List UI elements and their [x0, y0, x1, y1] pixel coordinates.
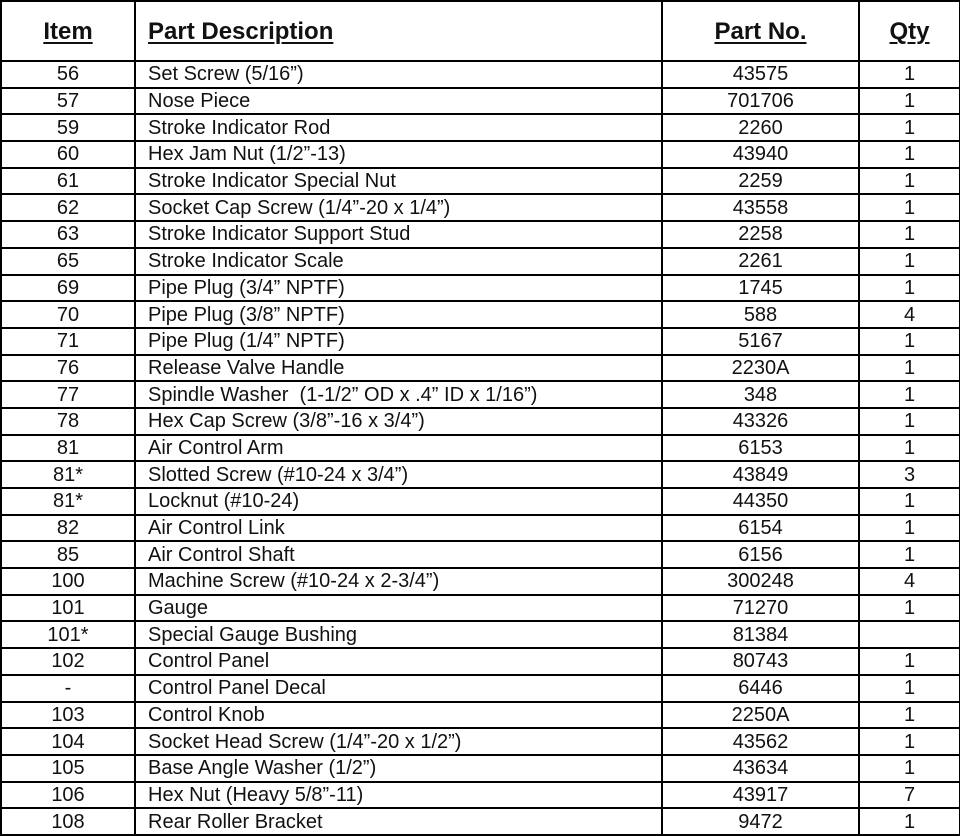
cell-part-no: 701706 [662, 88, 859, 115]
header-item-label: Item [43, 18, 93, 45]
cell-item: 60 [1, 141, 135, 168]
cell-part-no: 43917 [662, 782, 859, 809]
cell-description: Stroke Indicator Scale [135, 248, 662, 275]
cell-description: Pipe Plug (3/8” NPTF) [135, 301, 662, 328]
cell-item: 71 [1, 328, 135, 355]
cell-part-no: 2259 [662, 168, 859, 195]
cell-qty: 1 [859, 194, 960, 221]
cell-item: 101 [1, 595, 135, 622]
table-row [1, 114, 960, 141]
cell-part-no: 1745 [662, 275, 859, 302]
cell-part-no: 43562 [662, 728, 859, 755]
cell-qty [859, 621, 960, 648]
cell-qty: 1 [859, 808, 960, 835]
header-description [135, 1, 662, 61]
cell-description: Air Control Shaft [135, 541, 662, 568]
cell-part-no: 5167 [662, 328, 859, 355]
cell-qty: 4 [859, 568, 960, 595]
table-row [1, 648, 960, 675]
table-row [1, 621, 960, 648]
cell-qty: 4 [859, 301, 960, 328]
table-row [1, 515, 960, 542]
cell-item: 81* [1, 461, 135, 488]
table-row [1, 141, 960, 168]
cell-qty: 1 [859, 381, 960, 408]
table-row [1, 408, 960, 435]
cell-description: Stroke Indicator Support Stud [135, 221, 662, 248]
cell-description: Stroke Indicator Rod [135, 114, 662, 141]
cell-qty: 1 [859, 595, 960, 622]
table-body [1, 61, 960, 835]
cell-item: 102 [1, 648, 135, 675]
cell-part-no: 588 [662, 301, 859, 328]
table-row [1, 275, 960, 302]
cell-item: 108 [1, 808, 135, 835]
cell-description: Machine Screw (#10-24 x 2-3/4”) [135, 568, 662, 595]
cell-qty: 1 [859, 408, 960, 435]
cell-part-no: 43575 [662, 61, 859, 88]
cell-part-no: 2250A [662, 702, 859, 729]
cell-item: 82 [1, 515, 135, 542]
cell-description: Air Control Arm [135, 435, 662, 462]
cell-description: Hex Nut (Heavy 5/8”-11) [135, 782, 662, 809]
table-row [1, 301, 960, 328]
cell-description: Stroke Indicator Special Nut [135, 168, 662, 195]
cell-part-no: 2258 [662, 221, 859, 248]
cell-description: Spindle Washer (1-1/2” OD x .4” ID x 1/16”) [135, 381, 662, 408]
cell-description: Base Angle Washer (1/2”) [135, 755, 662, 782]
cell-description: Control Panel [135, 648, 662, 675]
cell-description: Pipe Plug (1/4” NPTF) [135, 328, 662, 355]
table-row [1, 461, 960, 488]
cell-part-no: 9472 [662, 808, 859, 835]
cell-description: Hex Cap Screw (3/8”-16 x 3/4”) [135, 408, 662, 435]
cell-item: 85 [1, 541, 135, 568]
cell-item: 106 [1, 782, 135, 809]
header-description-label: Part Description [148, 18, 334, 45]
cell-part-no: 71270 [662, 595, 859, 622]
cell-qty: 1 [859, 275, 960, 302]
cell-qty: 1 [859, 755, 960, 782]
cell-part-no: 43558 [662, 194, 859, 221]
table-row [1, 61, 960, 88]
table-row [1, 755, 960, 782]
cell-description: Air Control Link [135, 515, 662, 542]
cell-item: 76 [1, 355, 135, 382]
cell-qty: 1 [859, 355, 960, 382]
cell-item: 57 [1, 88, 135, 115]
cell-qty: 3 [859, 461, 960, 488]
cell-item: 100 [1, 568, 135, 595]
cell-part-no: 43940 [662, 141, 859, 168]
cell-part-no: 6446 [662, 675, 859, 702]
cell-description: Locknut (#10-24) [135, 488, 662, 515]
cell-description: Slotted Screw (#10-24 x 3/4”) [135, 461, 662, 488]
table-row [1, 488, 960, 515]
cell-part-no: 43849 [662, 461, 859, 488]
header-part-no [662, 1, 859, 61]
cell-part-no: 43634 [662, 755, 859, 782]
cell-item: 78 [1, 408, 135, 435]
cell-item: 65 [1, 248, 135, 275]
header-part-no-label: Part No. [714, 18, 807, 45]
cell-qty: 1 [859, 248, 960, 275]
table-row [1, 168, 960, 195]
cell-description: Control Knob [135, 702, 662, 729]
cell-part-no: 80743 [662, 648, 859, 675]
cell-item: 61 [1, 168, 135, 195]
cell-description: Nose Piece [135, 88, 662, 115]
cell-description: Pipe Plug (3/4” NPTF) [135, 275, 662, 302]
cell-part-no: 44350 [662, 488, 859, 515]
cell-qty: 1 [859, 675, 960, 702]
table-row [1, 194, 960, 221]
cell-description: Control Panel Decal [135, 675, 662, 702]
cell-part-no: 6154 [662, 515, 859, 542]
table-row [1, 808, 960, 835]
cell-qty: 1 [859, 88, 960, 115]
cell-part-no: 2260 [662, 114, 859, 141]
table-row [1, 702, 960, 729]
table-row [1, 435, 960, 462]
table-row [1, 595, 960, 622]
cell-qty: 1 [859, 488, 960, 515]
cell-item: 56 [1, 61, 135, 88]
cell-qty: 1 [859, 435, 960, 462]
cell-item: 59 [1, 114, 135, 141]
cell-item: 103 [1, 702, 135, 729]
cell-qty: 1 [859, 702, 960, 729]
cell-qty: 1 [859, 515, 960, 542]
cell-item: 70 [1, 301, 135, 328]
table-header-row [1, 1, 960, 61]
cell-qty: 1 [859, 168, 960, 195]
cell-description: Socket Head Screw (1/4”-20 x 1/2”) [135, 728, 662, 755]
cell-item: 77 [1, 381, 135, 408]
cell-part-no: 81384 [662, 621, 859, 648]
table-row [1, 675, 960, 702]
cell-description: Set Screw (5/16”) [135, 61, 662, 88]
cell-part-no: 348 [662, 381, 859, 408]
cell-qty: 1 [859, 114, 960, 141]
cell-qty: 7 [859, 782, 960, 809]
cell-description: Rear Roller Bracket [135, 808, 662, 835]
cell-item: 62 [1, 194, 135, 221]
cell-description: Hex Jam Nut (1/2”-13) [135, 141, 662, 168]
table-row [1, 355, 960, 382]
header-qty [859, 1, 960, 61]
table-row [1, 728, 960, 755]
cell-item: 69 [1, 275, 135, 302]
cell-item: - [1, 675, 135, 702]
cell-qty: 1 [859, 728, 960, 755]
cell-item: 63 [1, 221, 135, 248]
cell-part-no: 2261 [662, 248, 859, 275]
cell-item: 81* [1, 488, 135, 515]
header-item [1, 1, 135, 61]
table-row [1, 381, 960, 408]
table-row [1, 328, 960, 355]
cell-description: Gauge [135, 595, 662, 622]
cell-item: 104 [1, 728, 135, 755]
cell-qty: 1 [859, 541, 960, 568]
cell-qty: 1 [859, 648, 960, 675]
cell-qty: 1 [859, 221, 960, 248]
cell-qty: 1 [859, 328, 960, 355]
table-row [1, 541, 960, 568]
header-qty-label: Qty [889, 18, 930, 45]
cell-item: 105 [1, 755, 135, 782]
table-row [1, 568, 960, 595]
cell-part-no: 6156 [662, 541, 859, 568]
cell-part-no: 43326 [662, 408, 859, 435]
cell-part-no: 300248 [662, 568, 859, 595]
cell-description: Socket Cap Screw (1/4”-20 x 1/4”) [135, 194, 662, 221]
table-row [1, 88, 960, 115]
cell-qty: 1 [859, 141, 960, 168]
cell-qty: 1 [859, 61, 960, 88]
cell-description: Special Gauge Bushing [135, 621, 662, 648]
cell-part-no: 2230A [662, 355, 859, 382]
table-row [1, 248, 960, 275]
cell-item: 101* [1, 621, 135, 648]
cell-item: 81 [1, 435, 135, 462]
table-row [1, 221, 960, 248]
table-row [1, 782, 960, 809]
cell-part-no: 6153 [662, 435, 859, 462]
cell-description: Release Valve Handle [135, 355, 662, 382]
